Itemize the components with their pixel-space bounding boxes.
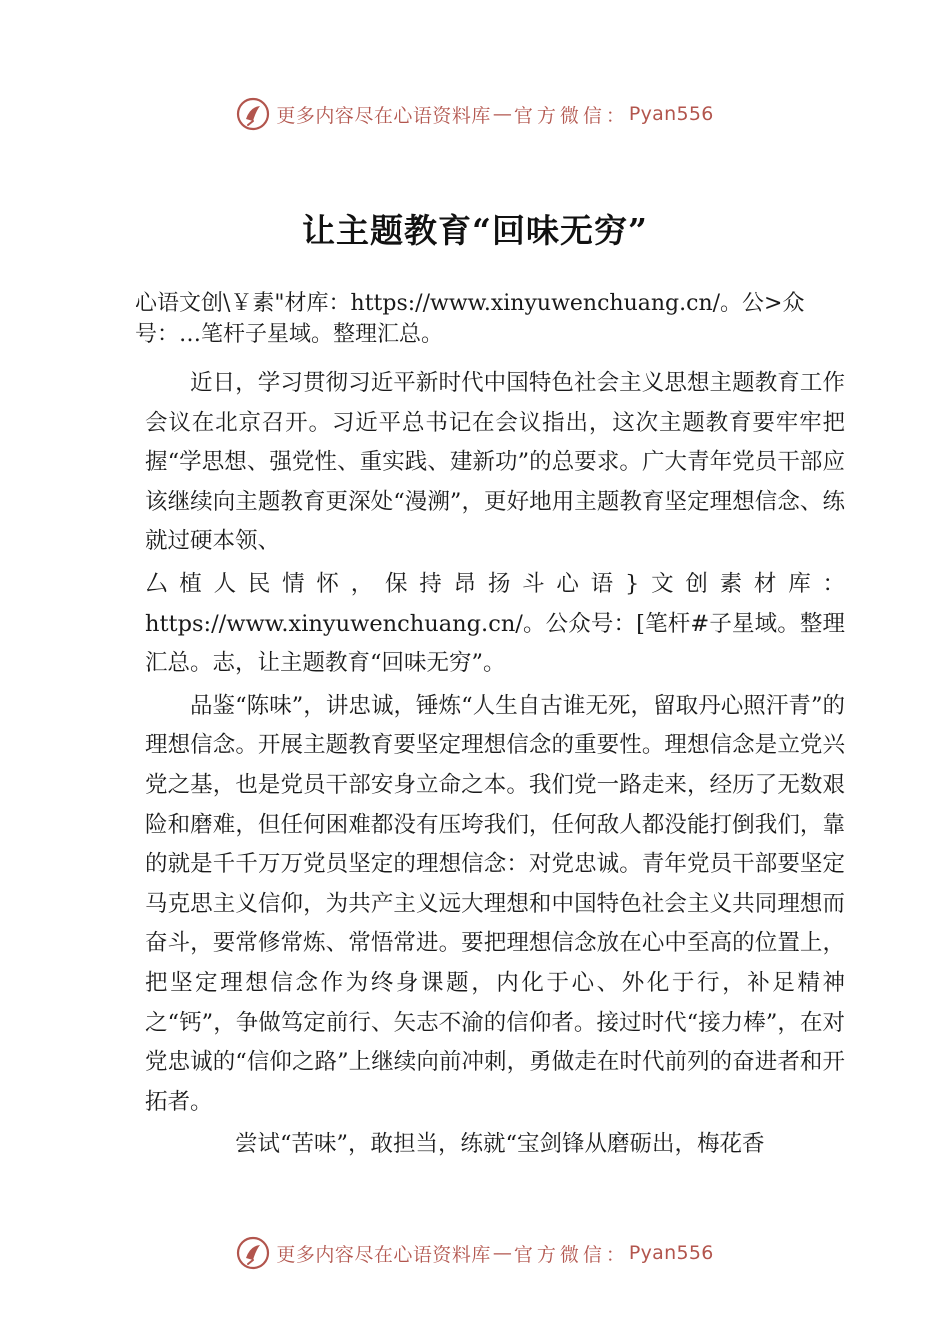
source-line: 心语文创\￥素"材库：https://www.xinyuwenchuang.cn/。公>众号：…笔杆子星域。整理汇总。 xyxy=(135,291,805,347)
banner-brand-text: 更多内容尽在心语资料库 xyxy=(276,1243,491,1266)
banner-wechat-label: 官方微信： xyxy=(513,104,629,127)
paragraph-2: 厶植人民情怀，保持昂扬斗心语}文创素材库：https://www.xinyuwenchuang.cn/。公众号：[笔杆#子星域。整理汇总。志，让主题教育“回味无穷”。 xyxy=(145,570,845,677)
banner-wechat-id: Pyan556 xyxy=(628,1242,714,1264)
header-banner xyxy=(0,92,950,136)
document-body xyxy=(145,364,845,1168)
paragraph-4: 尝试“苦味”，敢担当，练就“宝剑锋从磨砺出，梅花香 xyxy=(235,1131,765,1158)
banner-dash: — xyxy=(492,103,512,125)
banner-brand-text: 更多内容尽在心语资料库 xyxy=(276,104,491,127)
brand-logo-icon xyxy=(236,1236,270,1270)
banner-wechat-id: Pyan556 xyxy=(628,103,714,125)
document-title: 让主题教育“回味无穷” xyxy=(302,211,648,250)
paragraph-3: 品鉴“陈味”，讲忠诚，锤炼“人生自古谁无死，留取丹心照汗青”的理想信念。开展主题教育要坚定理想信念的重要性。理想信念是立党兴党之基，也是党员干部安身立命之本。我们党一路走来，经历了无数艰险和磨难，但任何困难都没有压垮我们，任何敌人都没能打倒我们，靠的就是千千万万党员坚定的理想信念：对党忠诚。青年党员干部要坚定马克思主义信仰，为共产主义远大理想和中国特色社会主义共同理想而奋斗，要常修常炼、常悟常进。要把理想信念放在心中至高的位置上，把坚定理想信念作为终身课题，内化于心、外化于行，补足精神之“钙”，争做笃定前行、矢志不渝的信仰者。接过时代“接力棒”，在对党忠诚的“信仰之路”上继续向前冲刺，勇做走在时代前列的奋进者和开拓者。 xyxy=(145,692,845,1115)
paragraph-1: 近日，学习贯彻习近平新时代中国特色社会主义思想主题教育工作会议在北京召开。习近平总书记在会议指出，这次主题教育要牢牢把握“学思想、强党性、重实践、建新功”的总要求。广大青年党员干部应该继续向主题教育更深处“漫溯”，更好地用主题教育坚定理想信念、练就过硬本领、 xyxy=(145,370,845,555)
brand-logo-icon xyxy=(236,97,270,131)
banner-wechat-label: 官方微信： xyxy=(513,1243,629,1266)
footer-banner xyxy=(0,1231,950,1275)
banner-dash: — xyxy=(492,1242,512,1264)
